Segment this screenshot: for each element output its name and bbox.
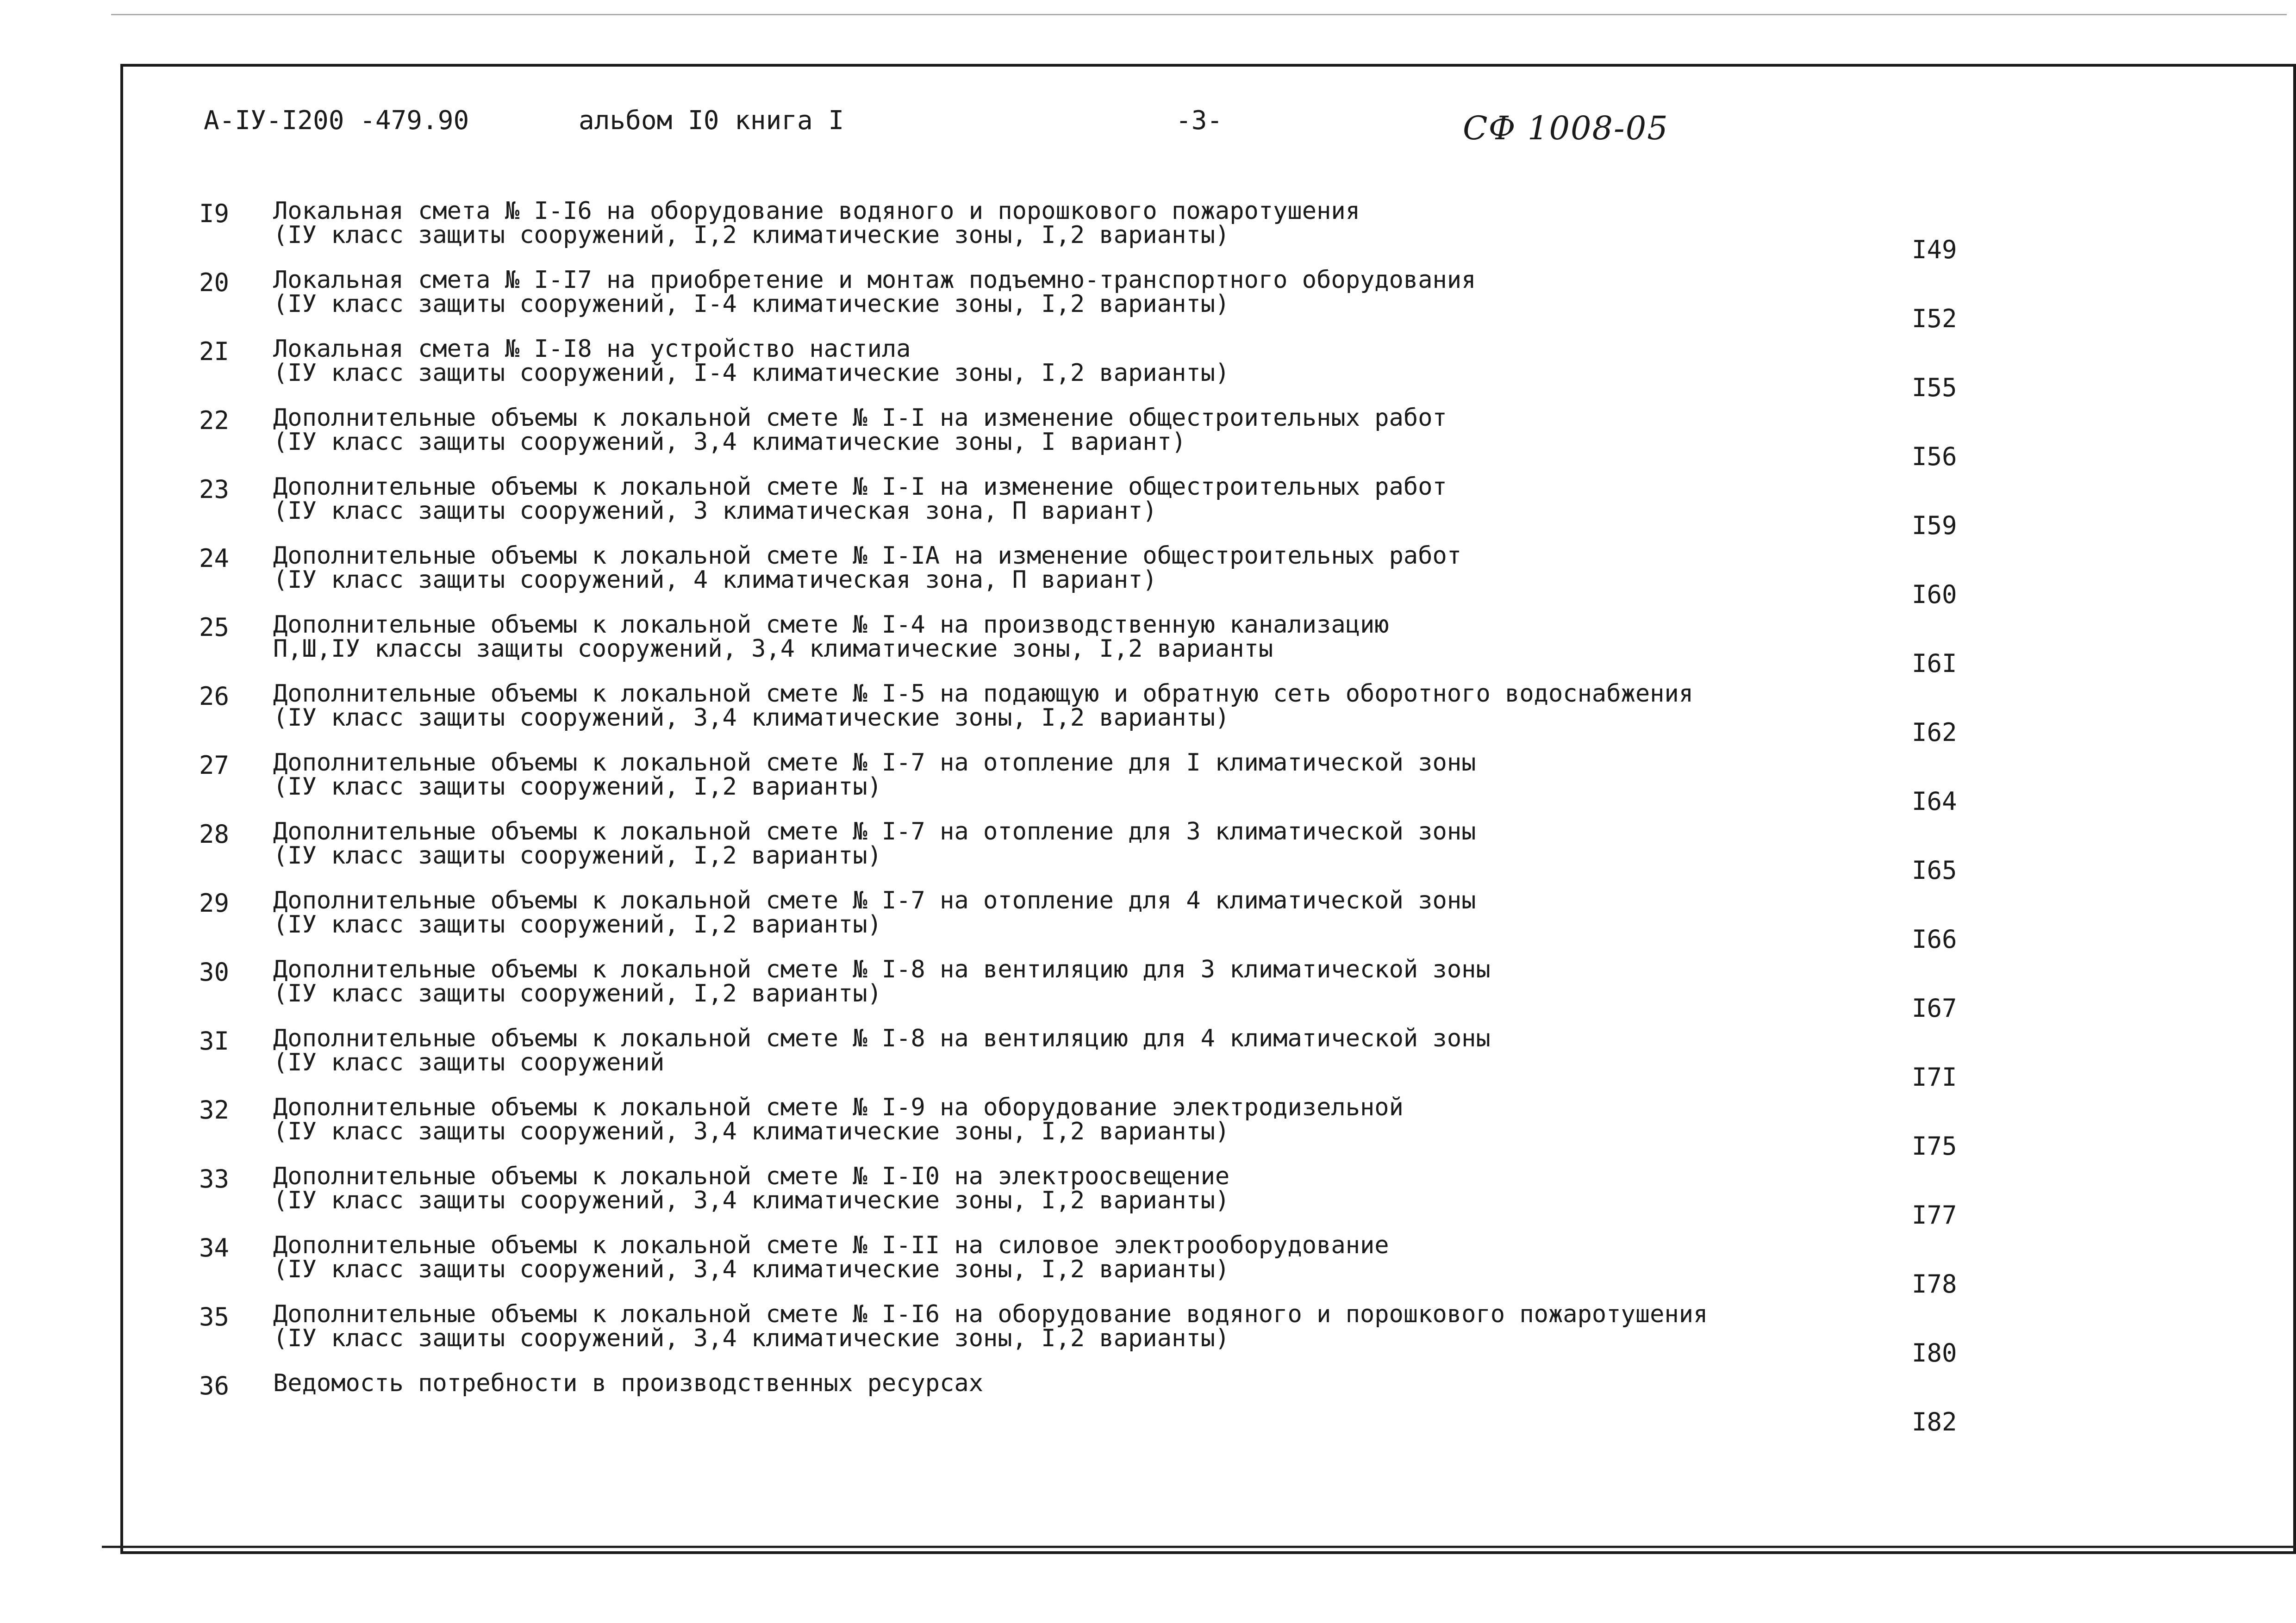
entry-page-number: I80: [1912, 1338, 1957, 1368]
entry-number: 33: [199, 1164, 230, 1194]
entry-title-line-2: (IУ класс защиты сооружений, 3 климатическая зона, П вариант): [273, 497, 1157, 525]
contents-entry: [185, 475, 1990, 544]
entry-number: 27: [199, 751, 230, 780]
entry-title: [273, 1302, 1708, 1350]
contents-entry: [185, 1302, 1990, 1371]
contents-entry: [185, 1371, 1990, 1440]
entry-title-line-1: Дополнительные объемы к локальной смете № I-I на изменение общестроительных работ: [273, 473, 1447, 501]
entry-number: 23: [199, 475, 230, 504]
entry-title-line-1: Дополнительные объемы к локальной смете № I-9 на оборудование электродизельной: [273, 1094, 1404, 1121]
entry-title-line-1: Дополнительные объемы к локальной смете № I-I0 на электроосвещение: [273, 1163, 1230, 1190]
entry-number: 22: [199, 406, 230, 435]
entry-number: 20: [199, 268, 230, 297]
entry-title: [273, 1026, 1491, 1075]
entry-page-number: I59: [1912, 511, 1957, 540]
contents-entry: [185, 406, 1990, 475]
entry-number: 35: [199, 1302, 230, 1331]
entry-title-line-2: П,Ш,IУ классы защиты сооружений, 3,4 климатические зоны, I,2 варианты: [273, 635, 1273, 663]
entry-title-line-1: Дополнительные объемы к локальной смете № I-II на силовое электрооборудование: [273, 1231, 1389, 1259]
entry-title-line-1: Дополнительные объемы к локальной смете № I-8 на вентиляцию для 3 климатической зоны: [273, 956, 1491, 983]
entry-page-number: I64: [1912, 787, 1957, 816]
entry-title-line-1: Дополнительные объемы к локальной смете № I-7 на отопление для I климатической зоны: [273, 749, 1476, 777]
entry-title: [273, 1095, 1404, 1144]
entry-title-line-2: (IУ класс защиты сооружений, 3,4 климатические зоны, I,2 варианты): [273, 704, 1230, 732]
entry-title-line-2: (IУ класс защиты сооружений, 3,4 климатические зоны, I вариант): [273, 428, 1186, 456]
entry-title-line-2: (IУ класс защиты сооружений, 3,4 климатические зоны, I,2 варианты): [273, 1256, 1230, 1283]
entry-title: [273, 337, 1229, 385]
entry-page-number: I82: [1912, 1407, 1957, 1436]
contents-entry: [185, 1095, 1990, 1164]
contents-entry: [185, 820, 1990, 889]
contents-entry: [185, 544, 1990, 613]
entry-page-number: I49: [1912, 235, 1957, 264]
entry-page-number: I55: [1912, 373, 1957, 402]
entry-title: [273, 1164, 1229, 1213]
entry-title: [273, 682, 1693, 730]
contents-list: [185, 199, 1990, 1440]
entry-title-line-2: (IУ класс защиты сооружений, I,2 климатические зоны, I,2 варианты): [273, 221, 1230, 249]
entry-title-line-1: Дополнительные объемы к локальной смете № I-I на изменение общестроительных работ: [273, 404, 1447, 432]
entry-page-number: I78: [1912, 1269, 1957, 1299]
entry-title-line-2: (IУ класс защиты сооружений, 3,4 климатические зоны, I,2 варианты): [273, 1187, 1230, 1214]
entry-title: [273, 406, 1447, 454]
entry-page-number: I60: [1912, 580, 1957, 609]
entry-title-line-1: Локальная смета № I-I6 на оборудование водяного и порошкового пожаротушения: [273, 197, 1360, 225]
entry-title-line-2: (IУ класс защиты сооружений, 4 климатическая зона, П вариант): [273, 566, 1157, 594]
entry-title-line-1: Дополнительные объемы к локальной смете № I-7 на отопление для 4 климатической зоны: [273, 887, 1476, 914]
contents-entry: [185, 751, 1990, 820]
entry-title: [273, 958, 1491, 1006]
entry-number: 25: [199, 613, 230, 642]
entry-title-line-2: (IУ класс защиты сооружений, I,2 варианты): [273, 842, 882, 870]
entry-page-number: I75: [1912, 1132, 1957, 1161]
contents-entry: [185, 1026, 1990, 1095]
contents-entry: [185, 682, 1990, 751]
document-code: А-IУ-I200 -479.90: [204, 106, 469, 136]
entry-title-line-2: (IУ класс защиты сооружений: [273, 1049, 665, 1076]
entry-number: 3I: [199, 1026, 230, 1056]
contents-entry: [185, 199, 1990, 268]
entry-title: [273, 268, 1476, 316]
entry-title: [273, 1233, 1389, 1281]
entry-title-line-1: Локальная смета № I-I8 на устройство настила: [273, 335, 911, 363]
entry-title: [273, 199, 1360, 247]
entry-number: 36: [199, 1371, 230, 1400]
entry-number: 34: [199, 1233, 230, 1262]
entry-title-line-2: (IУ класс защиты сооружений, I,2 варианты): [273, 911, 882, 939]
entry-title-line-2: (IУ класс защиты сооружений, 3,4 климатические зоны, I,2 варианты): [273, 1118, 1230, 1145]
entry-page-number: I62: [1912, 718, 1957, 747]
entry-title-line-2: (IУ класс защиты сооружений, I-4 климатические зоны, I,2 варианты): [273, 290, 1230, 318]
entry-title-line-1: Дополнительные объемы к локальной смете № I-8 на вентиляцию для 4 климатической зоны: [273, 1025, 1491, 1052]
entry-title: [273, 820, 1476, 868]
entry-title-line-2: (IУ класс защиты сооружений, I,2 варианты): [273, 773, 882, 801]
entry-title: [273, 889, 1476, 937]
entry-number: 28: [199, 820, 230, 849]
entry-title: [273, 613, 1389, 661]
page-number: -3-: [1176, 106, 1223, 136]
entry-title: [273, 751, 1476, 799]
entry-title: [273, 475, 1447, 523]
entry-page-number: I66: [1912, 925, 1957, 954]
entry-title-line-1: Ведомость потребности в производственных ресурсах: [273, 1369, 984, 1397]
entry-page-number: I65: [1912, 856, 1957, 885]
handwritten-stamp: СФ 1008-05: [1463, 109, 1669, 147]
entry-title-line-2: (IУ класс защиты сооружений, I-4 климатические зоны, I,2 варианты): [273, 359, 1230, 387]
entry-page-number: I7I: [1912, 1063, 1957, 1092]
frame-bottom-line: [102, 1546, 2296, 1548]
entry-number: 26: [199, 682, 230, 711]
contents-entry: [185, 268, 1990, 337]
entry-title-line-2: (IУ класс защиты сооружений, I,2 варианты): [273, 980, 882, 1007]
page-header: [204, 106, 2194, 152]
entry-title-line-1: Дополнительные объемы к локальной смете № I-I6 на оборудование водяного и порошкового пожаротушения: [273, 1300, 1708, 1328]
entry-number: 30: [199, 958, 230, 987]
entry-page-number: I67: [1912, 994, 1957, 1023]
entry-number: 32: [199, 1095, 230, 1125]
entry-page-number: I56: [1912, 442, 1957, 471]
contents-entry: [185, 1233, 1990, 1302]
entry-page-number: I77: [1912, 1200, 1957, 1230]
entry-number: 24: [199, 544, 230, 573]
entry-title: [273, 1371, 983, 1395]
entry-number: 2I: [199, 337, 230, 366]
entry-title-line-2: (IУ класс защиты сооружений, 3,4 климатические зоны, I,2 варианты): [273, 1325, 1230, 1352]
contents-entry: [185, 337, 1990, 406]
contents-entry: [185, 1164, 1990, 1233]
entry-number: I9: [199, 199, 230, 228]
entry-title-line-1: Дополнительные объемы к локальной смете № I-4 на производственную канализацию: [273, 611, 1389, 639]
contents-entry: [185, 613, 1990, 682]
contents-entry: [185, 958, 1990, 1026]
entry-page-number: I6I: [1912, 649, 1957, 678]
entry-number: 29: [199, 889, 230, 918]
entry-page-number: I52: [1912, 304, 1957, 333]
entry-title-line-1: Дополнительные объемы к локальной смете № I-5 на подающую и обратную сеть оборотного водоснабжения: [273, 680, 1694, 708]
entry-title-line-1: Дополнительные объемы к локальной смете № I-IA на изменение общестроительных работ: [273, 542, 1462, 570]
album-label: альбом I0 книга I: [579, 106, 844, 136]
entry-title-line-1: Дополнительные объемы к локальной смете № I-7 на отопление для 3 климатической зоны: [273, 818, 1476, 846]
contents-entry: [185, 889, 1990, 958]
entry-title-line-1: Локальная смета № I-I7 на приобретение и монтаж подъемно-транспортного оборудования: [273, 266, 1476, 294]
entry-title: [273, 544, 1461, 592]
scan-edge-line: [111, 14, 2287, 15]
